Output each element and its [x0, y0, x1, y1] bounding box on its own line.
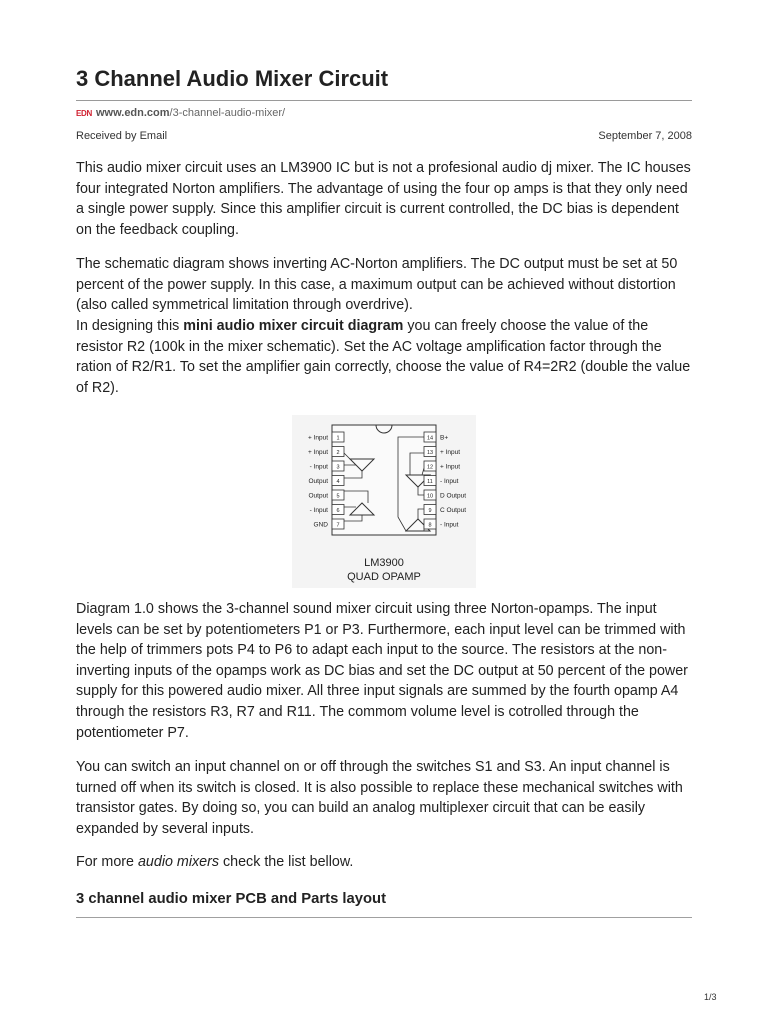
pin-number-right: 14 — [426, 435, 434, 442]
pin-label-left: GND — [313, 521, 328, 529]
pin-number-right: 9 — [428, 508, 432, 514]
pin-number-right: 13 — [426, 450, 434, 456]
edn-logo: EDN — [76, 109, 92, 118]
lm3900-pinout-diagram — [292, 415, 476, 588]
pin-label-right: - Input — [440, 478, 459, 485]
paragraph-schematic: The schematic diagram shows inverting AC-Norton amplifiers. The DC output must be set at 50 percent of the power supply. In this case, a maximum output can be achieved without distortion (also called symmetrical limitation through overdrive). — [76, 256, 678, 314]
chip-description: QUAD OPAMP — [347, 571, 421, 583]
pin-label-left: Output — [308, 478, 328, 485]
page-number: 1/3 — [704, 992, 717, 1002]
received-label: Received by Email — [76, 130, 168, 142]
paragraph-more — [76, 852, 692, 873]
pin-number-left: 4 — [336, 479, 340, 485]
pin-label-left: - Input — [309, 507, 328, 514]
pin-number-right: 8 — [428, 522, 432, 529]
pin-label-right: + Input — [440, 463, 461, 471]
paragraph-more-pre: For more — [76, 854, 138, 870]
paragraph-intro: This audio mixer circuit uses an LM3900 IC but is not a profesional audio dj mixer. The IC houses four integrated Norton amplifiers. The advantage of using the four op amps is that they only need a single power supply. Since this amplifier circuit is current controlled, the DC bias is dependent on the feedback coupling. — [76, 160, 691, 238]
pin-label-left: - Input — [309, 463, 328, 471]
mini-mixer-emphasis: mini audio mixer circuit diagram — [183, 318, 404, 334]
pin-label-left: + Input — [307, 449, 328, 456]
pin-number-right: 12 — [426, 464, 434, 471]
pin-label-right: D Output — [440, 492, 467, 500]
chip-name: LM3900 — [364, 557, 404, 569]
source-domain: www.edn.com — [96, 107, 170, 119]
page-title: 3 Channel Audio Mixer Circuit — [76, 66, 389, 91]
section-divider — [76, 917, 692, 918]
paragraph-more-post: check the list bellow. — [219, 854, 354, 870]
audio-mixers-link[interactable]: audio mixers — [137, 854, 220, 870]
pin-number-left: 1 — [336, 435, 340, 442]
source-line — [76, 107, 285, 119]
source-path: /3-channel-audio-mixer/ — [169, 107, 286, 119]
section-heading-pcb: 3 channel audio mixer PCB and Parts layout — [76, 891, 386, 907]
paragraph-diagram: Diagram 1.0 shows the 3-channel sound mixer circuit using three Norton-opamps. The input levels can be set by potentiometers P1 or P3. Furthermore, each input level can be trimmed with the help of trimmers pots P4 to P6 to adapt each input to the source. The resistors at the non-inverting inputs of the opamps work as DC bias and set the DC output at 50 percent of the power supply for this powered audio mixer. All three input signals are summed by the fourth opamp A4 through the resistors R3, R7 and R11. The commom volume level is cotrolled through the potentiometer P7. — [76, 601, 688, 741]
pin-label-left: + Input — [307, 434, 328, 442]
source-link[interactable] — [96, 107, 285, 119]
pin-label-right: + Input — [440, 449, 461, 456]
publish-date: September 7, 2008 — [598, 130, 692, 142]
pin-label-right: B+ — [440, 434, 449, 442]
pin-number-left: 2 — [336, 450, 340, 456]
pin-number-right: 10 — [426, 493, 434, 500]
pin-label-right: C Output — [440, 507, 467, 514]
title-divider — [76, 100, 692, 101]
pin-number-left: 3 — [336, 464, 340, 471]
paragraph-design-pre: In designing this — [76, 318, 184, 334]
pin-number-left: 5 — [336, 493, 340, 500]
paragraph-design-post: you can freely choose the value of the resistor R2 (100k in the mixer schematic). Set the AC voltage amplification factor through the ration of R2/R1. To set the amplifier gain correctly, choose the value of R4=2R2 (double the value of R2). — [76, 318, 691, 396]
pin-label-right: - Input — [440, 521, 459, 529]
paragraph-switches: You can switch an input channel on or off through the switches S1 and S3. An input channel is turned off when its switch is closed. It is also possible to replace these mechanical switches with transistor gates. By doing so, you can build an analog multiplexer circuit that can be easily expanded by several inputs. — [76, 759, 683, 837]
paragraph-design — [76, 316, 692, 398]
meta-row — [76, 130, 692, 142]
pin-number-right: 11 — [427, 479, 433, 485]
pin-label-left: Output — [308, 492, 328, 500]
pin-number-left: 6 — [336, 508, 340, 514]
pin-number-left: 7 — [336, 522, 340, 529]
lm3900-pinout-figure — [292, 415, 476, 588]
